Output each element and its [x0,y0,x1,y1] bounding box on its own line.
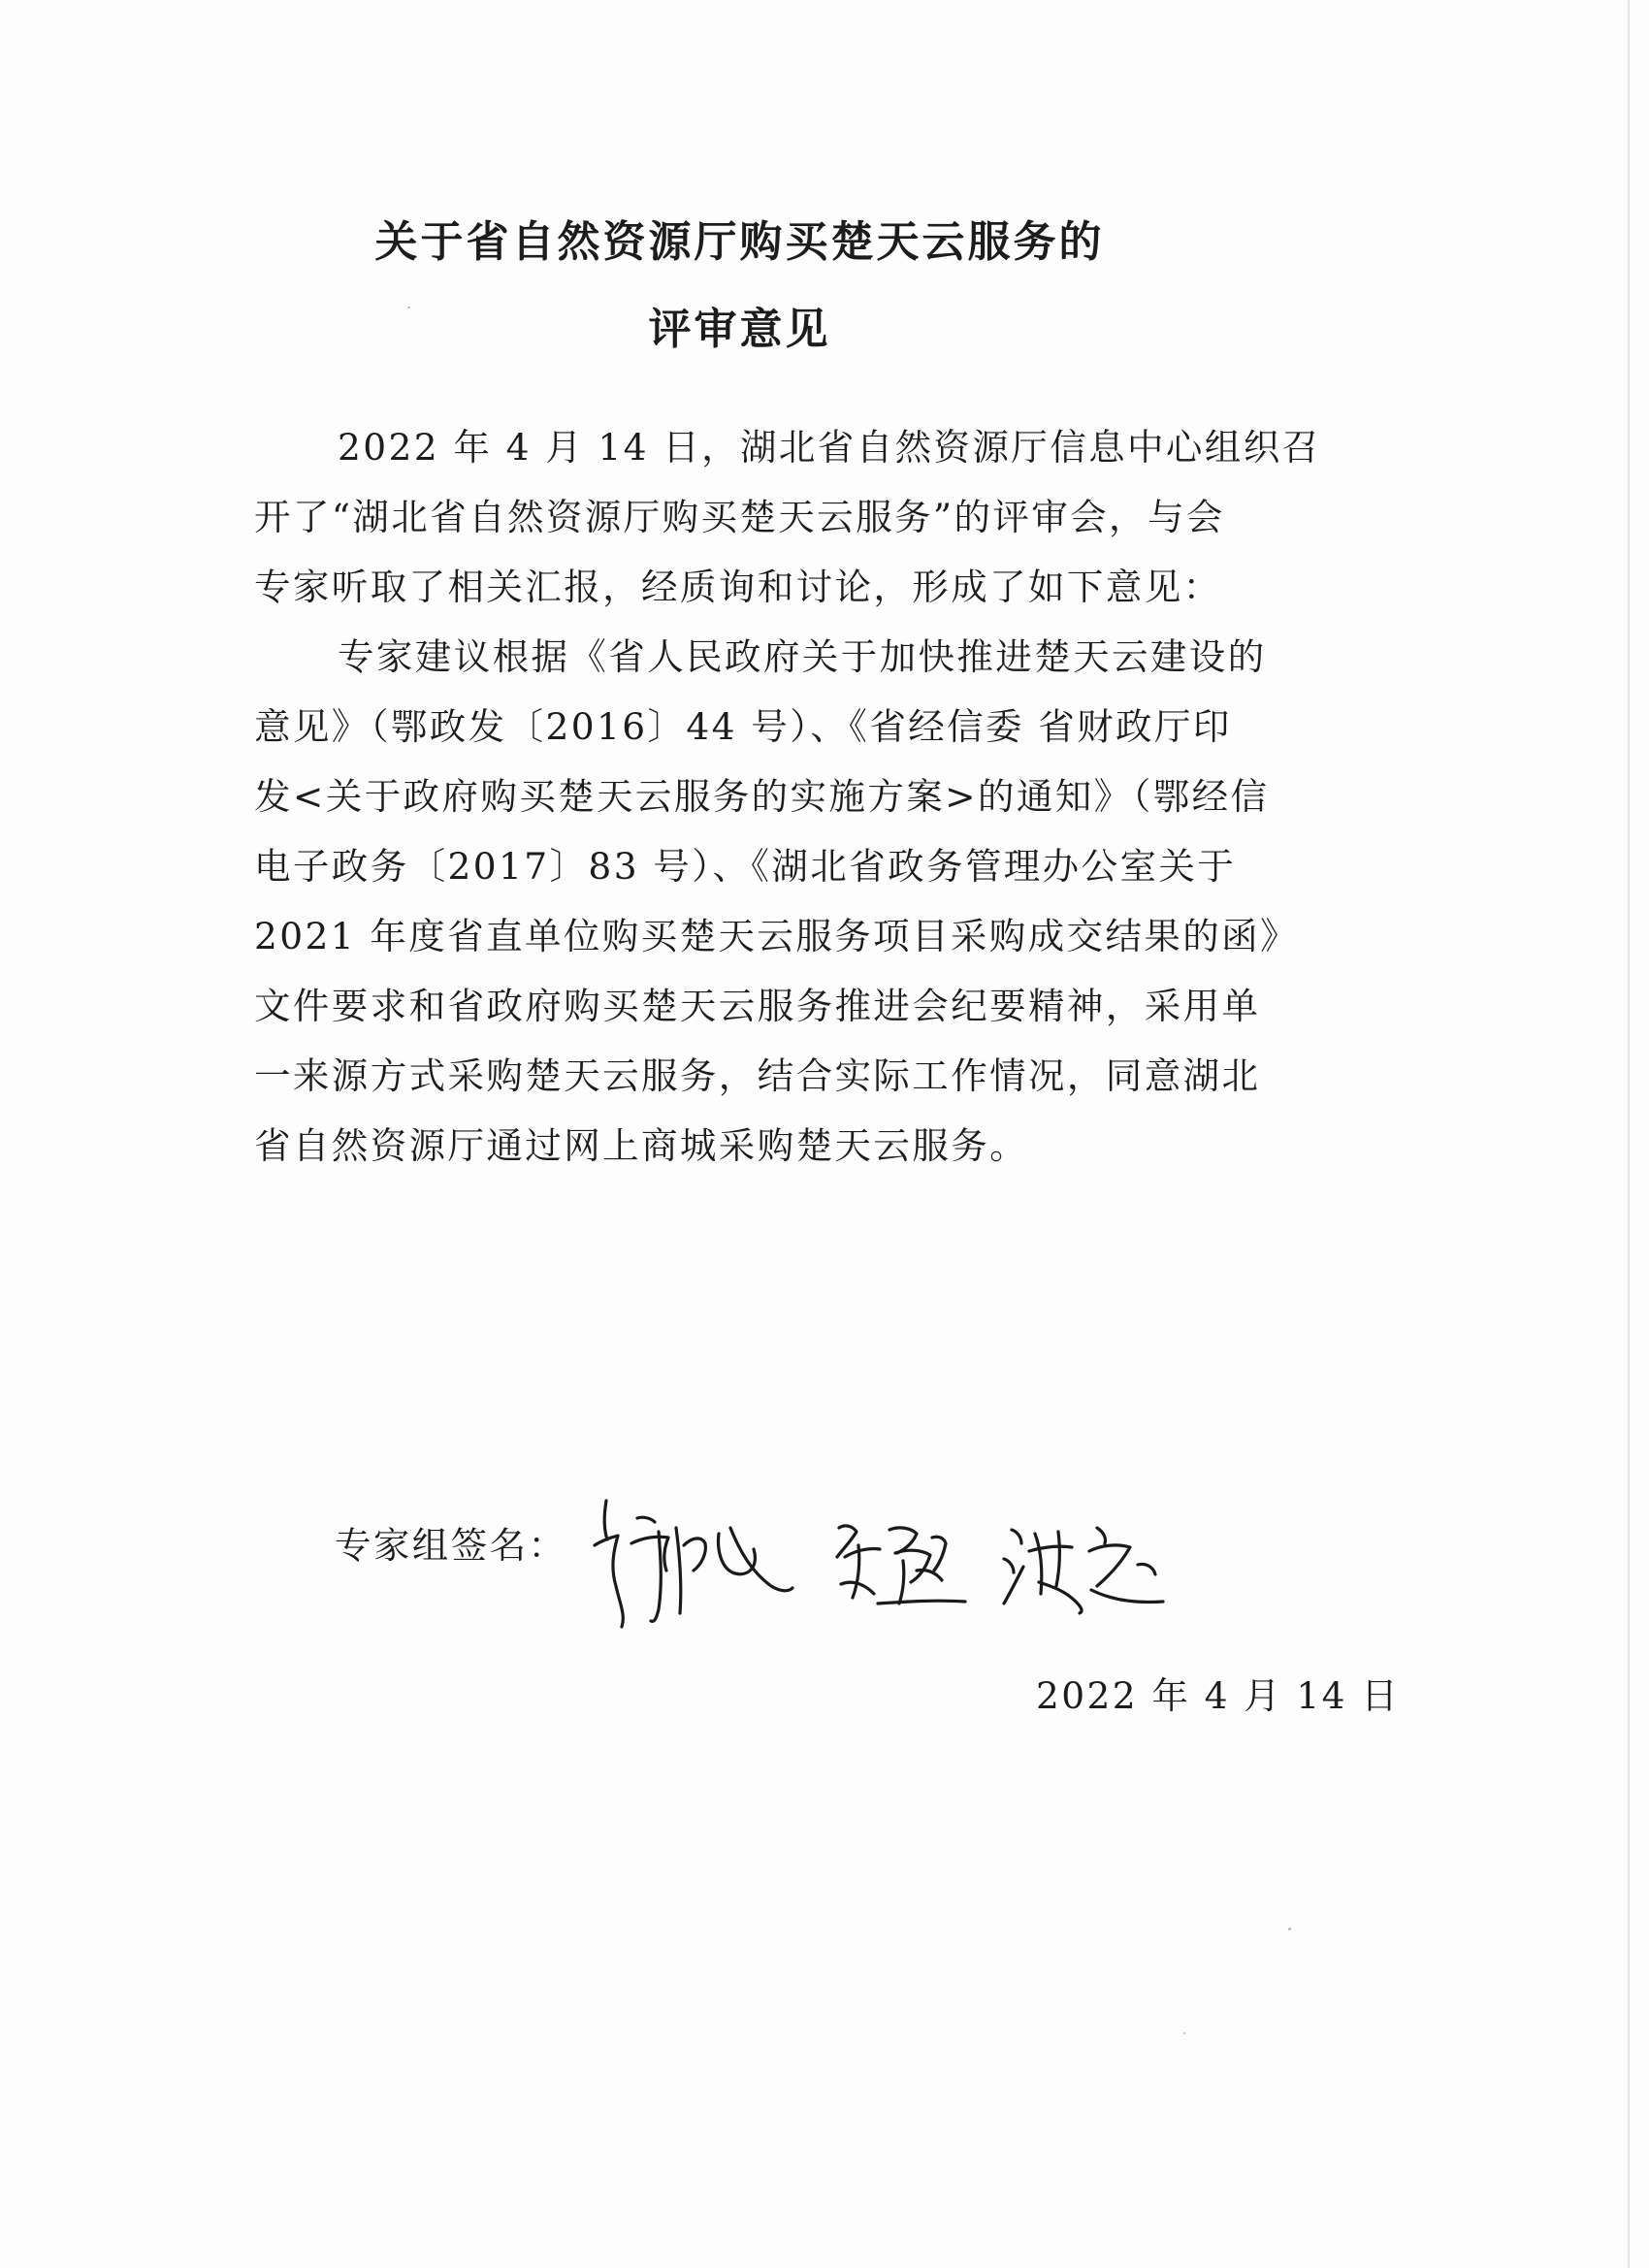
signature-3 [1004,1528,1163,1613]
signature-label: 专家组签名： [335,1524,567,1567]
scan-speck [407,307,410,308]
document-title [0,199,1479,373]
paragraph-2-line-6: 文件要求和省政府购买楚天云服务推进会纪要精神，采用单 [254,985,1261,1027]
title-line-1: 关于省自然资源厅购买楚天云服务的 [374,217,1105,267]
document-date: 2022 年 4 月 14 日 [1036,1674,1401,1717]
signature-2 [837,1526,965,1604]
paragraph-2-line-5: 2021 年度省直单位购买楚天云服务项目采购成交结果的函》 [254,915,1299,957]
handwritten-signatures [587,1489,1305,1644]
scan-speck [1183,2032,1185,2034]
paragraph-2-line-3: 发<关于政府购买楚天云服务的实施方案>的通知》（鄂经信 [254,775,1270,818]
paragraph-1-line-1: 2022 年 4 月 14 日，湖北省自然资源厅信息中心组织召 [338,426,1321,469]
scan-speck [1288,1928,1291,1930]
document-body [254,412,1379,1181]
signature-1 [595,1501,792,1627]
paragraph-1-line-3: 专家听取了相关汇报，经质询和讨论，形成了如下意见： [254,566,1222,608]
scan-edge-line [1628,0,1630,2268]
paragraph-2-line-4: 电子政务〔2017〕83 号）、《湖北省政务管理办公室关于 [254,845,1237,888]
paragraph-2-line-2: 意见》（鄂政发〔2016〕44 号）、《省经信委 省财政厅印 [254,705,1232,748]
signature-row [335,1489,1305,1644]
paragraph-2-line-1: 专家建议根据《省人民政府关于加快推进楚天云建设的 [338,635,1267,678]
paragraph-2-line-7: 一来源方式采购楚天云服务，结合实际工作情况，同意湖北 [254,1054,1261,1097]
paragraph-2-line-8: 省自然资源厅通过网上商城采购楚天云服务。 [254,1124,1028,1167]
title-line-2: 评审意见 [648,305,831,354]
paragraph-1-line-2: 开了“湖北省自然资源厅购买楚天云服务”的评审会，与会 [254,496,1225,538]
